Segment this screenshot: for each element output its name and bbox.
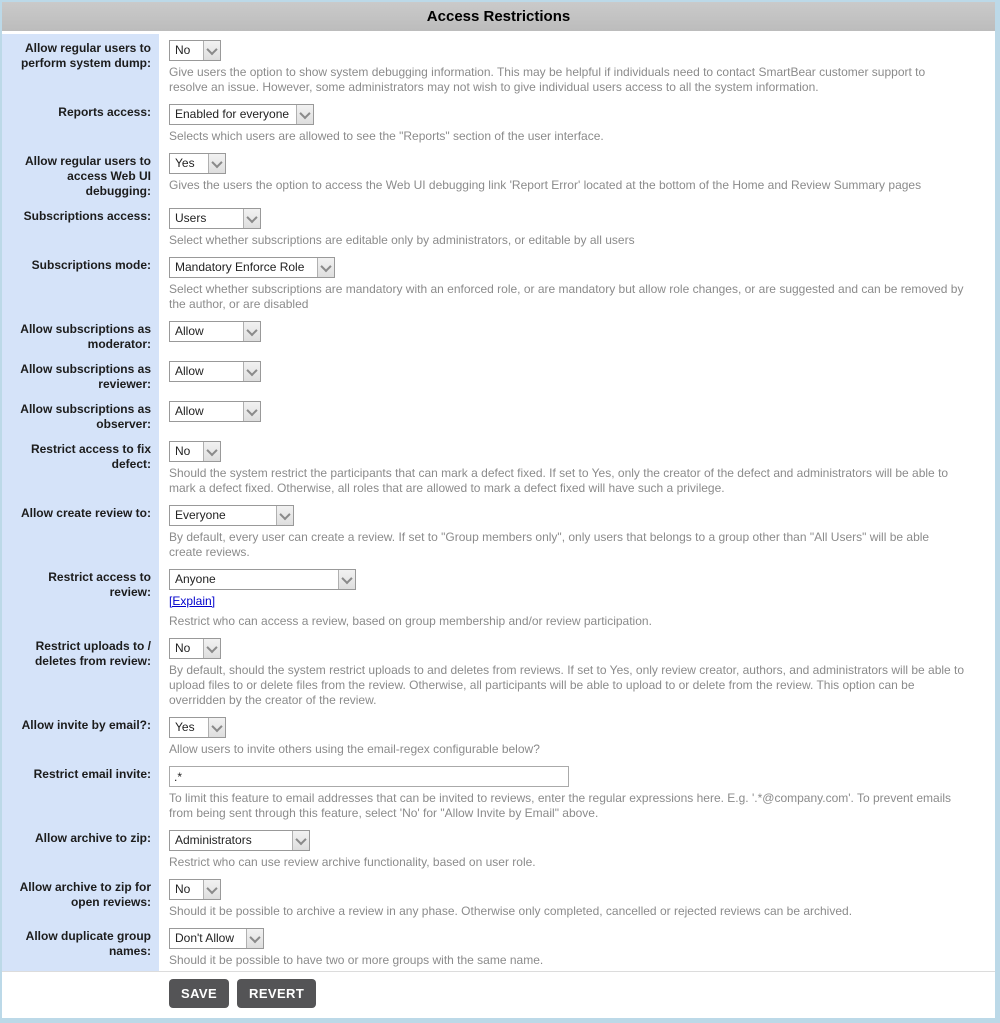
- page-title: Access Restrictions: [426, 8, 571, 25]
- row-allow-subscriptions-moderator: [2, 315, 995, 355]
- row-allow-subscriptions-reviewer: [2, 355, 995, 395]
- row-label: Allow subscriptions as moderator:: [20, 322, 151, 351]
- select-value: Everyone: [175, 508, 226, 522]
- allow-archive-to-zip-select[interactable]: [169, 830, 310, 851]
- select-value: No: [175, 444, 191, 458]
- select-value: No: [175, 43, 191, 57]
- row-allow-archive-to-zip: [2, 824, 995, 873]
- row-label: Allow duplicate group names:: [25, 929, 151, 958]
- revert-button[interactable]: REVERT: [237, 979, 316, 1008]
- row-label: Allow invite by email?:: [21, 718, 151, 732]
- row-description: Should the system restrict the participants that can mark a defect fixed. If set to Yes, only the creator of the defect and administrators will be able to mark a defect fixed. Otherwise, all roles that are allowed to mark a defect fixed will have such a privilege.: [169, 466, 949, 495]
- row-label: Subscriptions mode:: [31, 258, 151, 272]
- row-subscriptions-access: [2, 202, 995, 251]
- chevron-down-icon: [246, 929, 263, 948]
- row-description: Give users the option to show system debugging information. This may be helpful if individuals need to contact SmartBear customer support to resolve an issue. However, some administrators may not wish to give individual users access to all the system information.: [169, 65, 926, 94]
- row-restrict-access-review: [2, 563, 995, 632]
- row-description: To limit this feature to email addresses that can be invited to reviews, enter the regular expressions here. E.g. '.*@company.com'. To prevent emails from being sent through this feature, select 'No' for "Allow Invite by Email" above.: [169, 791, 952, 820]
- subscriptions-access-select[interactable]: [169, 208, 261, 229]
- row-label: Allow archive to zip for open reviews:: [19, 880, 151, 909]
- settings-rows: [2, 34, 995, 971]
- reports-access-select[interactable]: [169, 104, 314, 125]
- allow-duplicate-group-names-select[interactable]: [169, 928, 264, 949]
- allow-archive-open-reviews-select[interactable]: [169, 879, 221, 900]
- chevron-down-icon: [243, 402, 260, 421]
- row-label: Restrict email invite:: [33, 767, 151, 781]
- select-value: Yes: [175, 156, 195, 170]
- row-label: Allow regular users to perform system dump:: [20, 41, 151, 70]
- row-description: Should it be possible to archive a review in any phase. Otherwise only completed, cancelled or rejected reviews can be archived.: [169, 904, 853, 918]
- row-label: Allow subscriptions as observer:: [20, 402, 151, 431]
- row-description: Selects which users are allowed to see the "Reports" section of the user interface.: [169, 129, 604, 143]
- subscriptions-mode-select[interactable]: [169, 257, 335, 278]
- row-allow-invite-by-email: [2, 711, 995, 760]
- row-description: By default, should the system restrict uploads to and deletes from reviews. If set to Yes, only review creator, authors, and administrators will be able to upload files to or delete files from the review. Otherwise, all participants will be able to upload to or delete from the review. This option can be overridden by the creator of the review.: [169, 663, 965, 707]
- explain-link[interactable]: [Explain]: [169, 594, 216, 608]
- chevron-down-icon: [243, 362, 260, 381]
- allow-subscriptions-observer-select[interactable]: [169, 401, 261, 422]
- chevron-down-icon: [208, 718, 225, 737]
- row-allow-duplicate-group-names: [2, 922, 995, 971]
- select-value: Allow: [175, 404, 204, 418]
- chevron-down-icon: [243, 322, 260, 341]
- row-label: Allow create review to:: [20, 506, 151, 520]
- row-restrict-email-invite: [2, 760, 995, 824]
- row-label: Subscriptions access:: [23, 209, 151, 223]
- row-allow-subscriptions-observer: [2, 395, 995, 435]
- select-value: Yes: [175, 720, 195, 734]
- restrict-fix-defect-select[interactable]: [169, 441, 221, 462]
- row-description: Allow users to invite others using the email-regex configurable below?: [169, 742, 540, 756]
- chevron-down-icon: [296, 105, 313, 124]
- chevron-down-icon: [203, 442, 220, 461]
- row-label: Reports access:: [58, 105, 151, 119]
- restrict-access-review-select[interactable]: [169, 569, 356, 590]
- row-restrict-uploads-deletes: [2, 632, 995, 711]
- chevron-down-icon: [203, 639, 220, 658]
- row-allow-archive-open-reviews: [2, 873, 995, 922]
- select-value: Enabled for everyone: [175, 107, 290, 121]
- restrict-email-invite-input[interactable]: [169, 766, 569, 787]
- select-value: Allow: [175, 324, 204, 338]
- allow-subscriptions-reviewer-select[interactable]: [169, 361, 261, 382]
- row-subscriptions-mode: [2, 251, 995, 315]
- chevron-down-icon: [203, 880, 220, 899]
- select-value: Don't Allow: [175, 931, 234, 945]
- select-value: No: [175, 641, 191, 655]
- select-value: Mandatory Enforce Role: [175, 260, 305, 274]
- chevron-down-icon: [243, 209, 260, 228]
- row-reports-access: [2, 98, 995, 147]
- row-description: Gives the users the option to access the Web UI debugging link 'Report Error' located at the bottom of the Home and Review Summary pages: [169, 178, 922, 192]
- row-description: Select whether subscriptions are editable only by administrators, or editable by all users: [169, 233, 635, 247]
- select-value: No: [175, 882, 191, 896]
- chevron-down-icon: [317, 258, 334, 277]
- row-description: By default, every user can create a review. If set to "Group members only", only users that belongs to a group other than "All Users" will be able create reviews.: [169, 530, 930, 559]
- row-allow-system-dump: [2, 34, 995, 98]
- chevron-down-icon: [292, 831, 309, 850]
- allow-create-review-select[interactable]: [169, 505, 294, 526]
- restrict-uploads-deletes-select[interactable]: [169, 638, 221, 659]
- select-value: Administrators: [175, 833, 252, 847]
- row-allow-web-ui-debugging: [2, 147, 995, 202]
- row-description: Restrict who can use review archive functionality, based on user role.: [169, 855, 536, 869]
- footer-actions: [2, 971, 995, 1018]
- save-button[interactable]: SAVE: [169, 979, 229, 1008]
- row-label: Restrict access to fix defect:: [30, 442, 151, 471]
- chevron-down-icon: [338, 570, 355, 589]
- chevron-down-icon: [208, 154, 225, 173]
- chevron-down-icon: [203, 41, 220, 60]
- row-label: Restrict uploads to / deletes from review:: [34, 639, 151, 668]
- allow-invite-by-email-select[interactable]: [169, 717, 226, 738]
- row-label: Allow subscriptions as reviewer:: [20, 362, 151, 391]
- row-allow-create-review: [2, 499, 995, 563]
- select-value: Allow: [175, 364, 204, 378]
- allow-subscriptions-moderator-select[interactable]: [169, 321, 261, 342]
- row-description: Restrict who can access a review, based on group membership and/or review participation.: [169, 614, 652, 628]
- row-label: Allow regular users to access Web UI debugging:: [24, 154, 151, 198]
- row-restrict-fix-defect: [2, 435, 995, 499]
- row-description: Select whether subscriptions are mandatory with an enforced role, or are mandatory but allow role changes, or are suggested and can be removed by the author, or are disabled: [169, 282, 964, 311]
- row-description: Should it be possible to have two or more groups with the same name.: [169, 953, 544, 967]
- row-label: Allow archive to zip:: [34, 831, 151, 845]
- select-value: Anyone: [175, 572, 216, 586]
- chevron-down-icon: [276, 506, 293, 525]
- select-value: Users: [175, 211, 207, 225]
- page-header: [2, 2, 995, 31]
- row-label: Restrict access to review:: [48, 570, 151, 599]
- allow-web-ui-debugging-select[interactable]: [169, 153, 226, 174]
- allow-system-dump-select[interactable]: [169, 40, 221, 61]
